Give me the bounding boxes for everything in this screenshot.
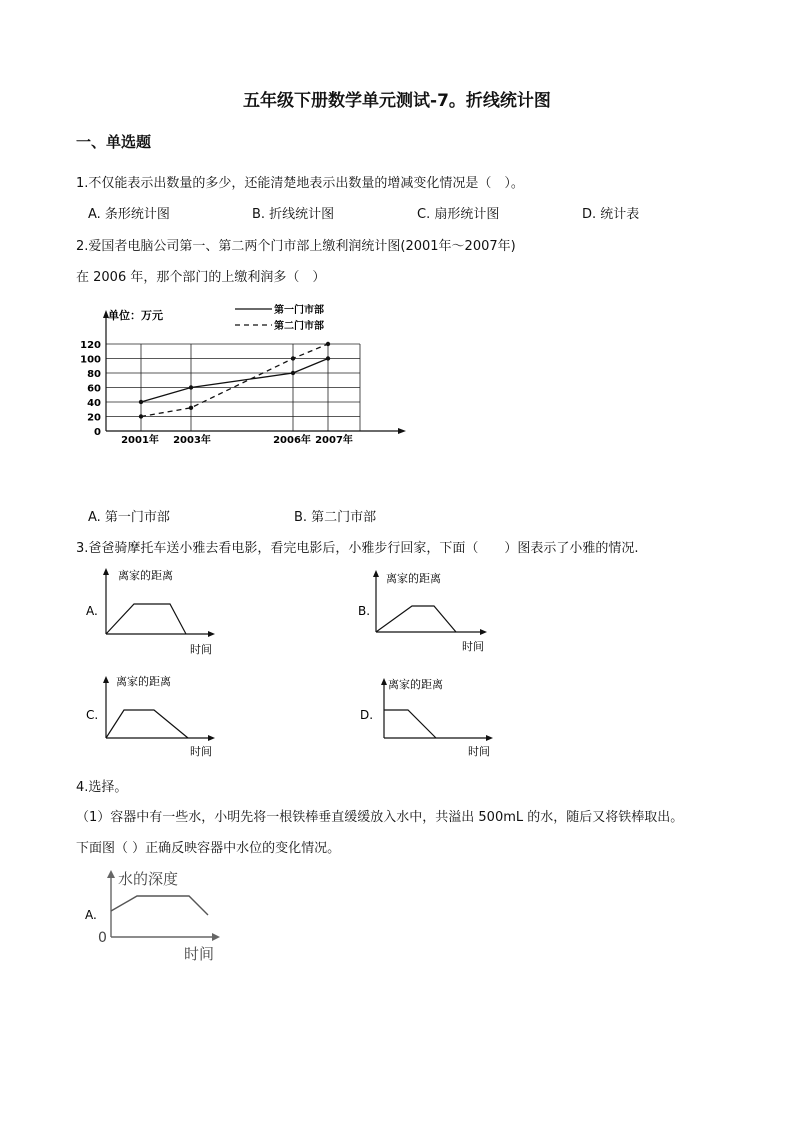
option-label: C. bbox=[86, 708, 99, 722]
y-axis-arrow-icon bbox=[103, 676, 109, 683]
q3-graph-a[interactable] bbox=[80, 562, 230, 662]
series-1-point bbox=[291, 371, 295, 375]
question-1-option-a[interactable]: A. 条形统计图 bbox=[88, 207, 170, 222]
y-axis-arrow-icon bbox=[373, 570, 379, 577]
option-label: A. bbox=[85, 908, 97, 922]
y-axis-label: 离家的距离 bbox=[118, 569, 173, 582]
page-title: 五年级下册数学单元测试-7。折线统计图 bbox=[243, 91, 551, 111]
chart-unit-label: 单位：万元 bbox=[108, 309, 163, 322]
y-tick-label: 20 bbox=[87, 412, 101, 424]
distance-line bbox=[106, 710, 188, 738]
y-tick-label: 40 bbox=[87, 398, 101, 409]
question-2-text: 2.爱国者电脑公司第一、第二两个门市部上缴利润统计图(2001年～2007年) bbox=[76, 239, 516, 254]
series-line-1 bbox=[141, 359, 328, 403]
y-axis-arrow-icon bbox=[103, 568, 109, 575]
distance-line bbox=[384, 710, 436, 738]
x-tick-label: 2003年 bbox=[173, 435, 211, 446]
x-axis-arrow-icon bbox=[486, 735, 493, 741]
chart-legend bbox=[235, 303, 324, 332]
x-axis-arrow-icon bbox=[208, 631, 215, 637]
q3-graph-d[interactable] bbox=[354, 668, 504, 763]
x-tick-label: 2007年 bbox=[315, 435, 353, 446]
water-depth-line bbox=[111, 896, 208, 915]
y-tick-label: 60 bbox=[87, 383, 101, 395]
x-axis-arrow-icon bbox=[212, 933, 220, 941]
y-tick-label: 120 bbox=[80, 340, 101, 351]
question-2-option-b[interactable]: B. 第二门市部 bbox=[294, 510, 377, 525]
distance-line bbox=[106, 604, 186, 634]
question-2-subtext: 在 2006 年，那个部门的上缴利润多（ ） bbox=[76, 270, 326, 285]
question-4-sub2: 下面图（ ）正确反映容器中水位的变化情况。 bbox=[76, 841, 341, 856]
question-3-text: 3.爸爸骑摩托车送小雅去看电影，看完电影后，小雅步行回家，下面（ ）图表示了小雅的情况. bbox=[76, 541, 639, 556]
question-4-text: 4.选择。 bbox=[76, 780, 128, 795]
series-2-point bbox=[189, 406, 193, 410]
question-1-text: 1.不仅能表示出数量的多少，还能清楚地表示出数量的增减变化情况是（ ）。 bbox=[76, 176, 524, 191]
option-label: A. bbox=[86, 604, 98, 618]
y-tick-label: 0 bbox=[94, 427, 101, 438]
y-tick-label: 100 bbox=[80, 354, 101, 366]
q3-graph-b[interactable] bbox=[354, 562, 504, 662]
series-1-point bbox=[139, 400, 143, 404]
x-axis-label: 时间 bbox=[184, 945, 215, 963]
q4-graph-a[interactable] bbox=[80, 862, 240, 967]
series-2-point bbox=[326, 342, 330, 346]
x-axis-label: 时间 bbox=[462, 640, 484, 653]
y-axis-label: 离家的距离 bbox=[388, 678, 443, 691]
series-2-point bbox=[291, 356, 295, 360]
x-tick-label: 2006年 bbox=[273, 435, 311, 446]
y-axis-label: 离家的距离 bbox=[386, 572, 441, 585]
x-axis-label: 时间 bbox=[190, 745, 212, 758]
chart-x-arrow-icon bbox=[398, 428, 406, 434]
section-heading: 一、单选题 bbox=[76, 133, 152, 151]
x-tick-label: 2001年 bbox=[121, 435, 159, 446]
x-axis-arrow-icon bbox=[208, 735, 215, 741]
option-label: D. bbox=[360, 708, 374, 722]
legend-series-2: 第二门市部 bbox=[274, 321, 324, 332]
distance-line bbox=[376, 606, 456, 632]
y-axis-label: 水的深度 bbox=[118, 870, 179, 888]
option-label: B. bbox=[358, 604, 371, 618]
question-1-option-c[interactable]: C. 扇形统计图 bbox=[417, 207, 500, 222]
series-1-point bbox=[189, 385, 193, 389]
profit-line-chart bbox=[0, 0, 794, 470]
series-1-point bbox=[326, 356, 330, 360]
x-axis-label: 时间 bbox=[190, 643, 212, 656]
question-1-option-b[interactable]: B. 折线统计图 bbox=[252, 207, 335, 222]
legend-series-1: 第一门市部 bbox=[274, 305, 324, 316]
series-line-2 bbox=[141, 344, 328, 417]
y-axis-arrow-icon bbox=[381, 678, 387, 685]
y-axis-label: 离家的距离 bbox=[116, 675, 171, 688]
question-1-option-d[interactable]: D. 统计表 bbox=[582, 207, 640, 222]
y-tick-label: 80 bbox=[87, 369, 101, 380]
question-4-sub1: （1）容器中有一些水，小明先将一根铁棒垂直缓缓放入水中，共溢出 500mL 的水，随后又将铁棒取出。 bbox=[76, 810, 684, 825]
question-2-option-a[interactable]: A. 第一门市部 bbox=[88, 510, 170, 525]
series-2-point bbox=[139, 414, 143, 418]
x-axis-arrow-icon bbox=[480, 629, 487, 635]
q3-graph-c[interactable] bbox=[80, 668, 230, 763]
x-axis-label: 时间 bbox=[468, 745, 490, 758]
origin-label: 0 bbox=[98, 930, 107, 946]
y-axis-arrow-icon bbox=[107, 870, 115, 878]
